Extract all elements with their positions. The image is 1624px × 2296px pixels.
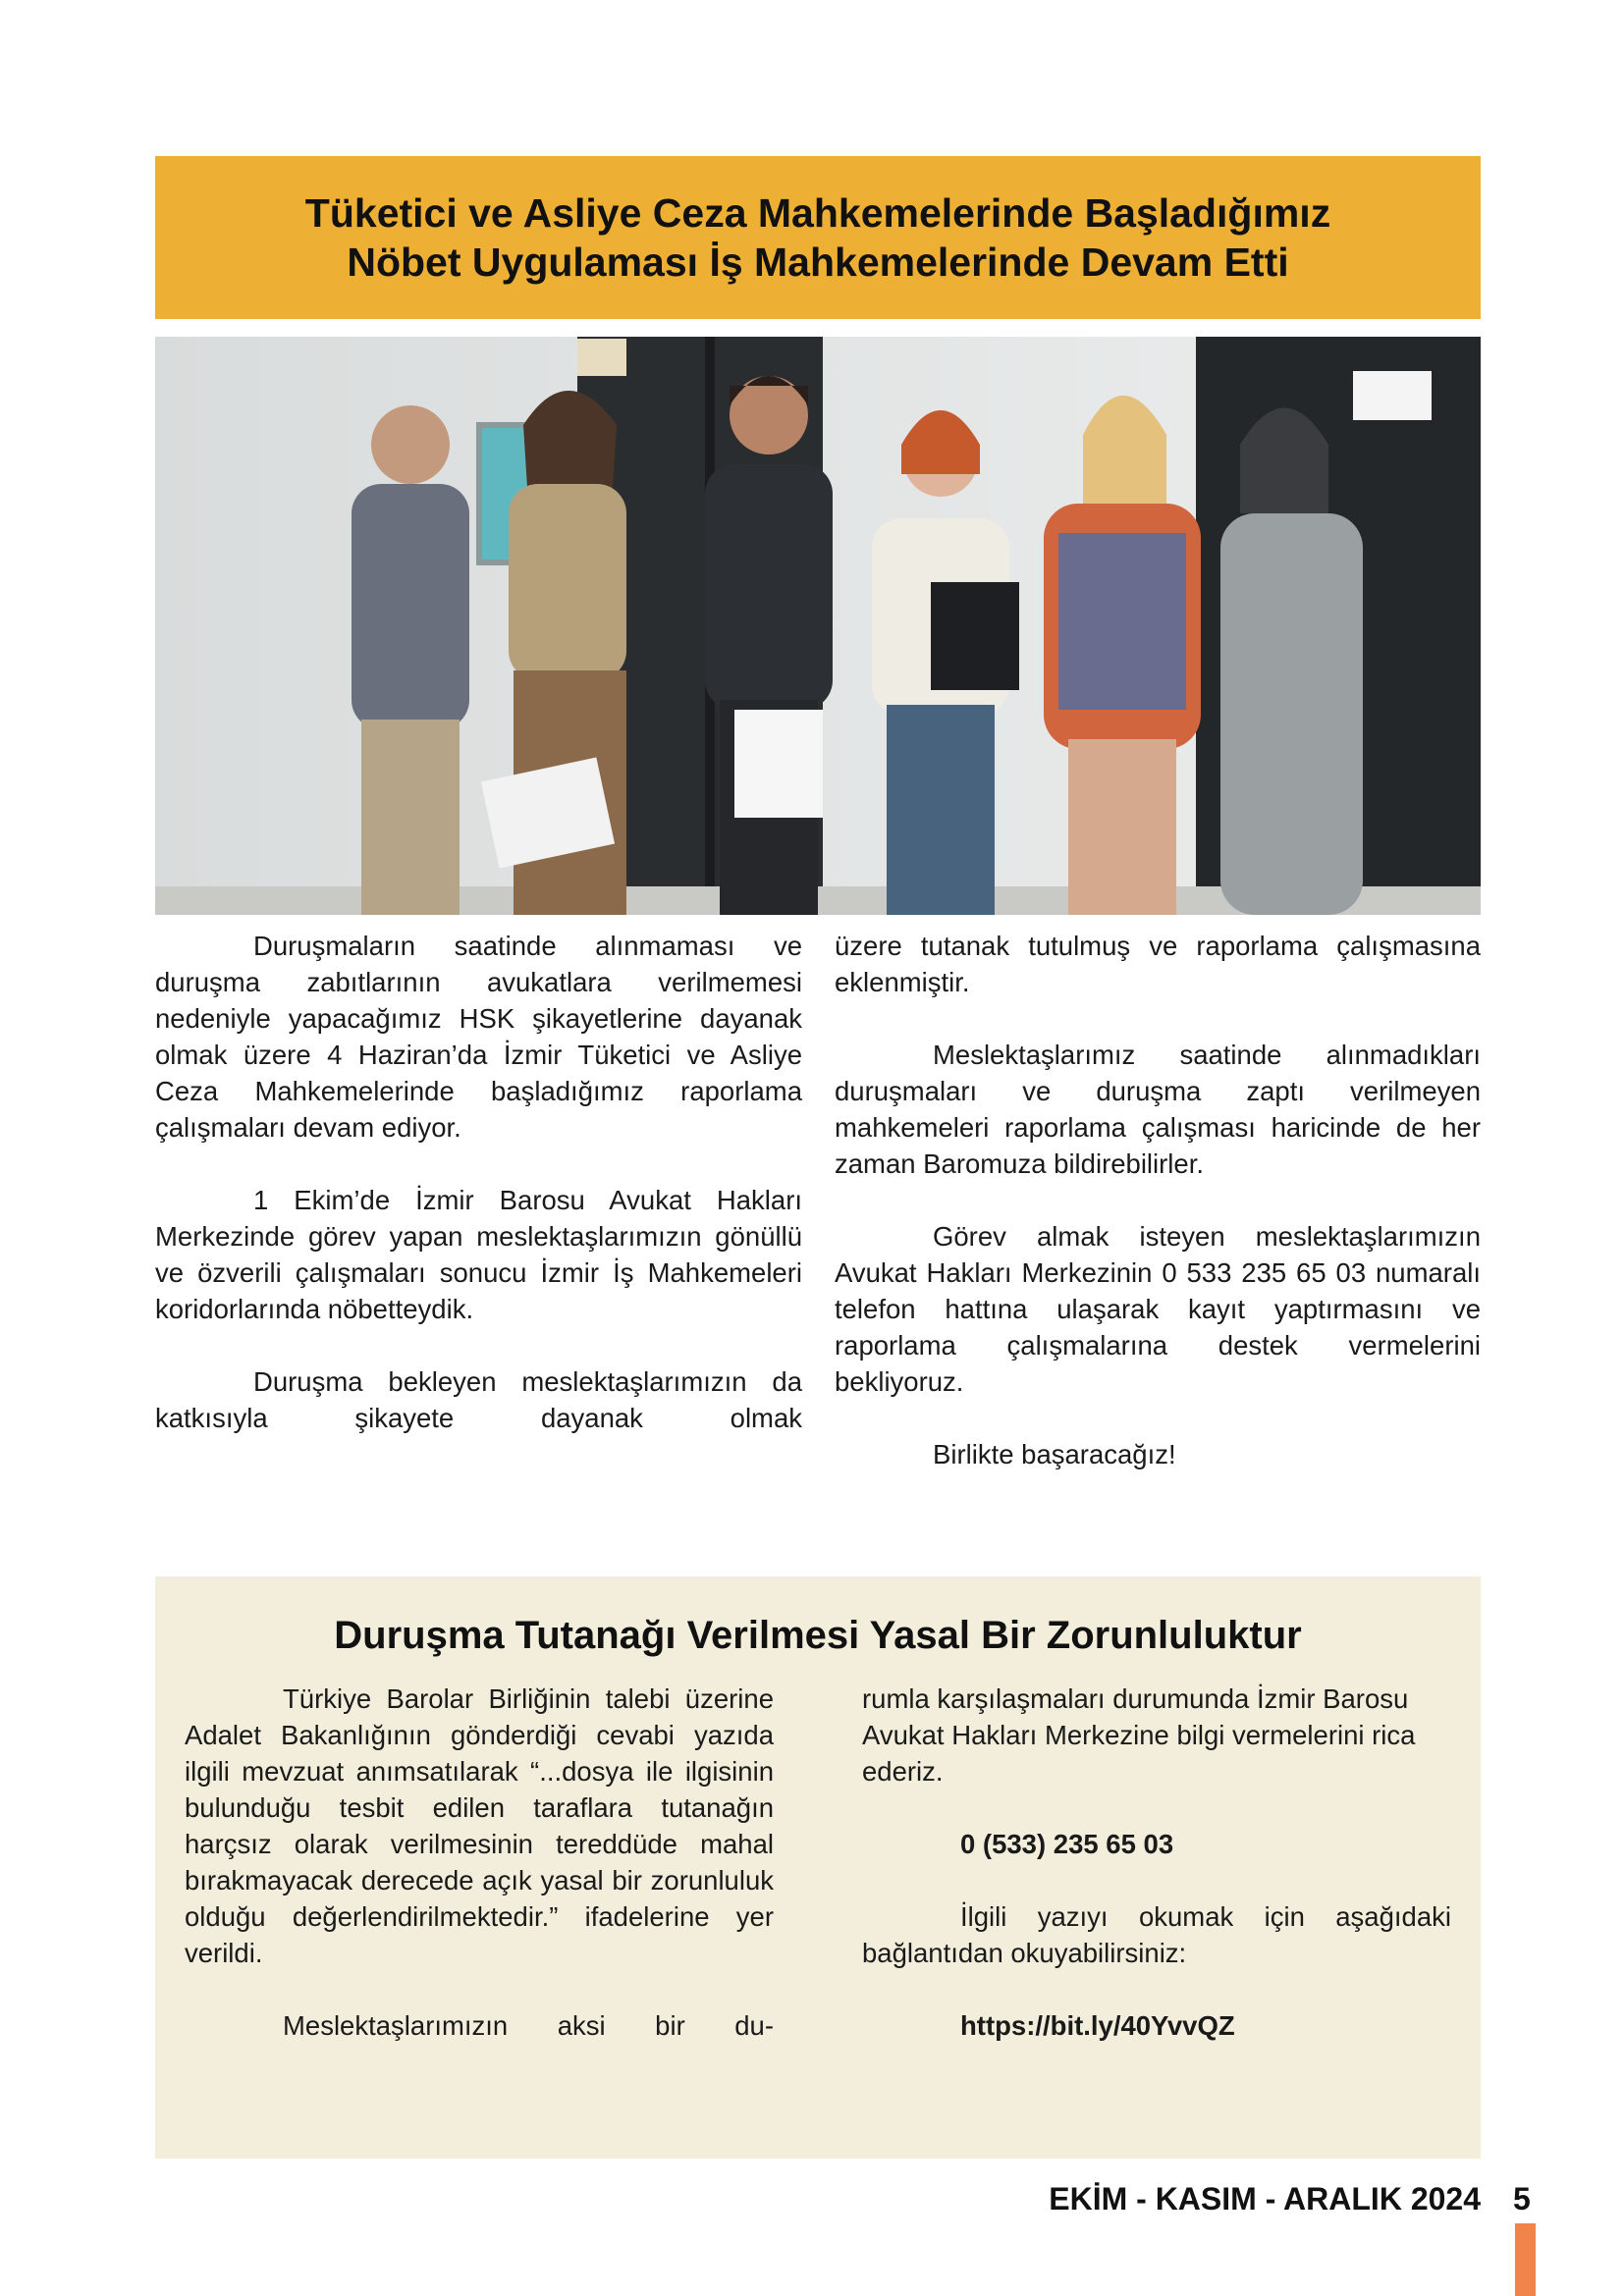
link[interactable]: https://bit.ly/40YvvQZ <box>960 2010 1235 2041</box>
info-box-column-left <box>185 1681 774 2080</box>
article-column-right <box>835 928 1481 1509</box>
article-paragraph: üzere tutanak tutulmuş ve raporlama çalışmasına eklenmiştir. <box>835 931 1481 997</box>
headline-line-2: Nöbet Uygulaması İş Mahkemelerinde Devam Etti <box>347 240 1289 285</box>
info-paragraph: rumla karşılaşmaları durumunda İzmir Barosu Avukat Hakları Merkezine bilgi vermelerini rica ederiz. <box>862 1683 1416 1787</box>
info-box-title: Duruşma Tutanağı Verilmesi Yasal Bir Zorunluluktur <box>334 1614 1302 1657</box>
issue-date: EKİM - KASIM - ARALIK 2024 <box>1049 2181 1481 2216</box>
info-box-column-right <box>862 1681 1451 2080</box>
article-paragraph: Birlikte başaracağız! <box>933 1439 1176 1469</box>
group-photo <box>155 337 1481 915</box>
article-column-left <box>155 928 802 1472</box>
article-paragraph: Duruşma bekleyen meslektaşlarımızın da katkısıyla şikayete dayanak olmak <box>155 1366 802 1433</box>
phone-number: 0 (533) 235 65 03 <box>960 1829 1174 1859</box>
article-paragraph: Görev almak isteyen meslektaşlarımızın Avukat Hakları Merkezinin 0 533 235 65 03 numaralı telefon hattına ulaşarak kayıt yaptırmasını ve raporlama çalışmalarına destek vermelerini bekliyoruz. <box>835 1221 1481 1397</box>
article-paragraph: Duruşmaların saatinde alınmaması ve duruşma zabıtlarının avukatlara verilmemesi nedeniyle yapacağımız HSK şikayetlerine dayanak olmak üzere 4 Haziran’da İzmir Tüketici ve Asliye Ceza Mahkemelerinde başladığımız raporlama çalışmaları devam ediyor. <box>155 931 802 1143</box>
info-paragraph: Türkiye Barolar Birliğinin talebi üzerine Adalet Bakanlığının gönderdiği cevabi yazıda ilgili mevzuat anımsatılarak “...dosya ile ilgisinin bulunduğu tesbit edilen taraflara tutanağın harçsız olarak verilmesinin tereddüde mahal bırakmayacak derecede açık yasal bir zorunluluk olduğu değerlendirilmektedir.” ifadelerine yer verildi. <box>185 1683 774 1968</box>
page-number: 5 <box>1513 2181 1531 2216</box>
article-paragraph: Meslektaşlarımız saatinde alınmadıkları duruşmaları ve duruşma zaptı verilmeyen mahkemeleri raporlama çalışması haricinde de her zaman Baromuza bildirebilirler. <box>835 1040 1481 1179</box>
article-paragraph: 1 Ekim’de İzmir Barosu Avukat Hakları Merkezinde görev yapan meslektaşlarımızın gönüllü ve özverili çalışmaları sonucu İzmir İş Mahkemeleri koridorlarında nöbetteydik. <box>155 1185 802 1324</box>
accent-bar <box>1515 2223 1536 2296</box>
info-box <box>155 1576 1481 2159</box>
headline-banner <box>155 156 1481 319</box>
info-paragraph: İlgili yazıyı okumak için aşağıdaki bağlantıdan okuyabilirsiniz: <box>862 1901 1451 1968</box>
headline-line-1: Tüketici ve Asliye Ceza Mahkemelerinde Başladığımız <box>304 190 1331 236</box>
info-paragraph: Meslektaşlarımızın aksi bir du- <box>283 2010 774 2041</box>
